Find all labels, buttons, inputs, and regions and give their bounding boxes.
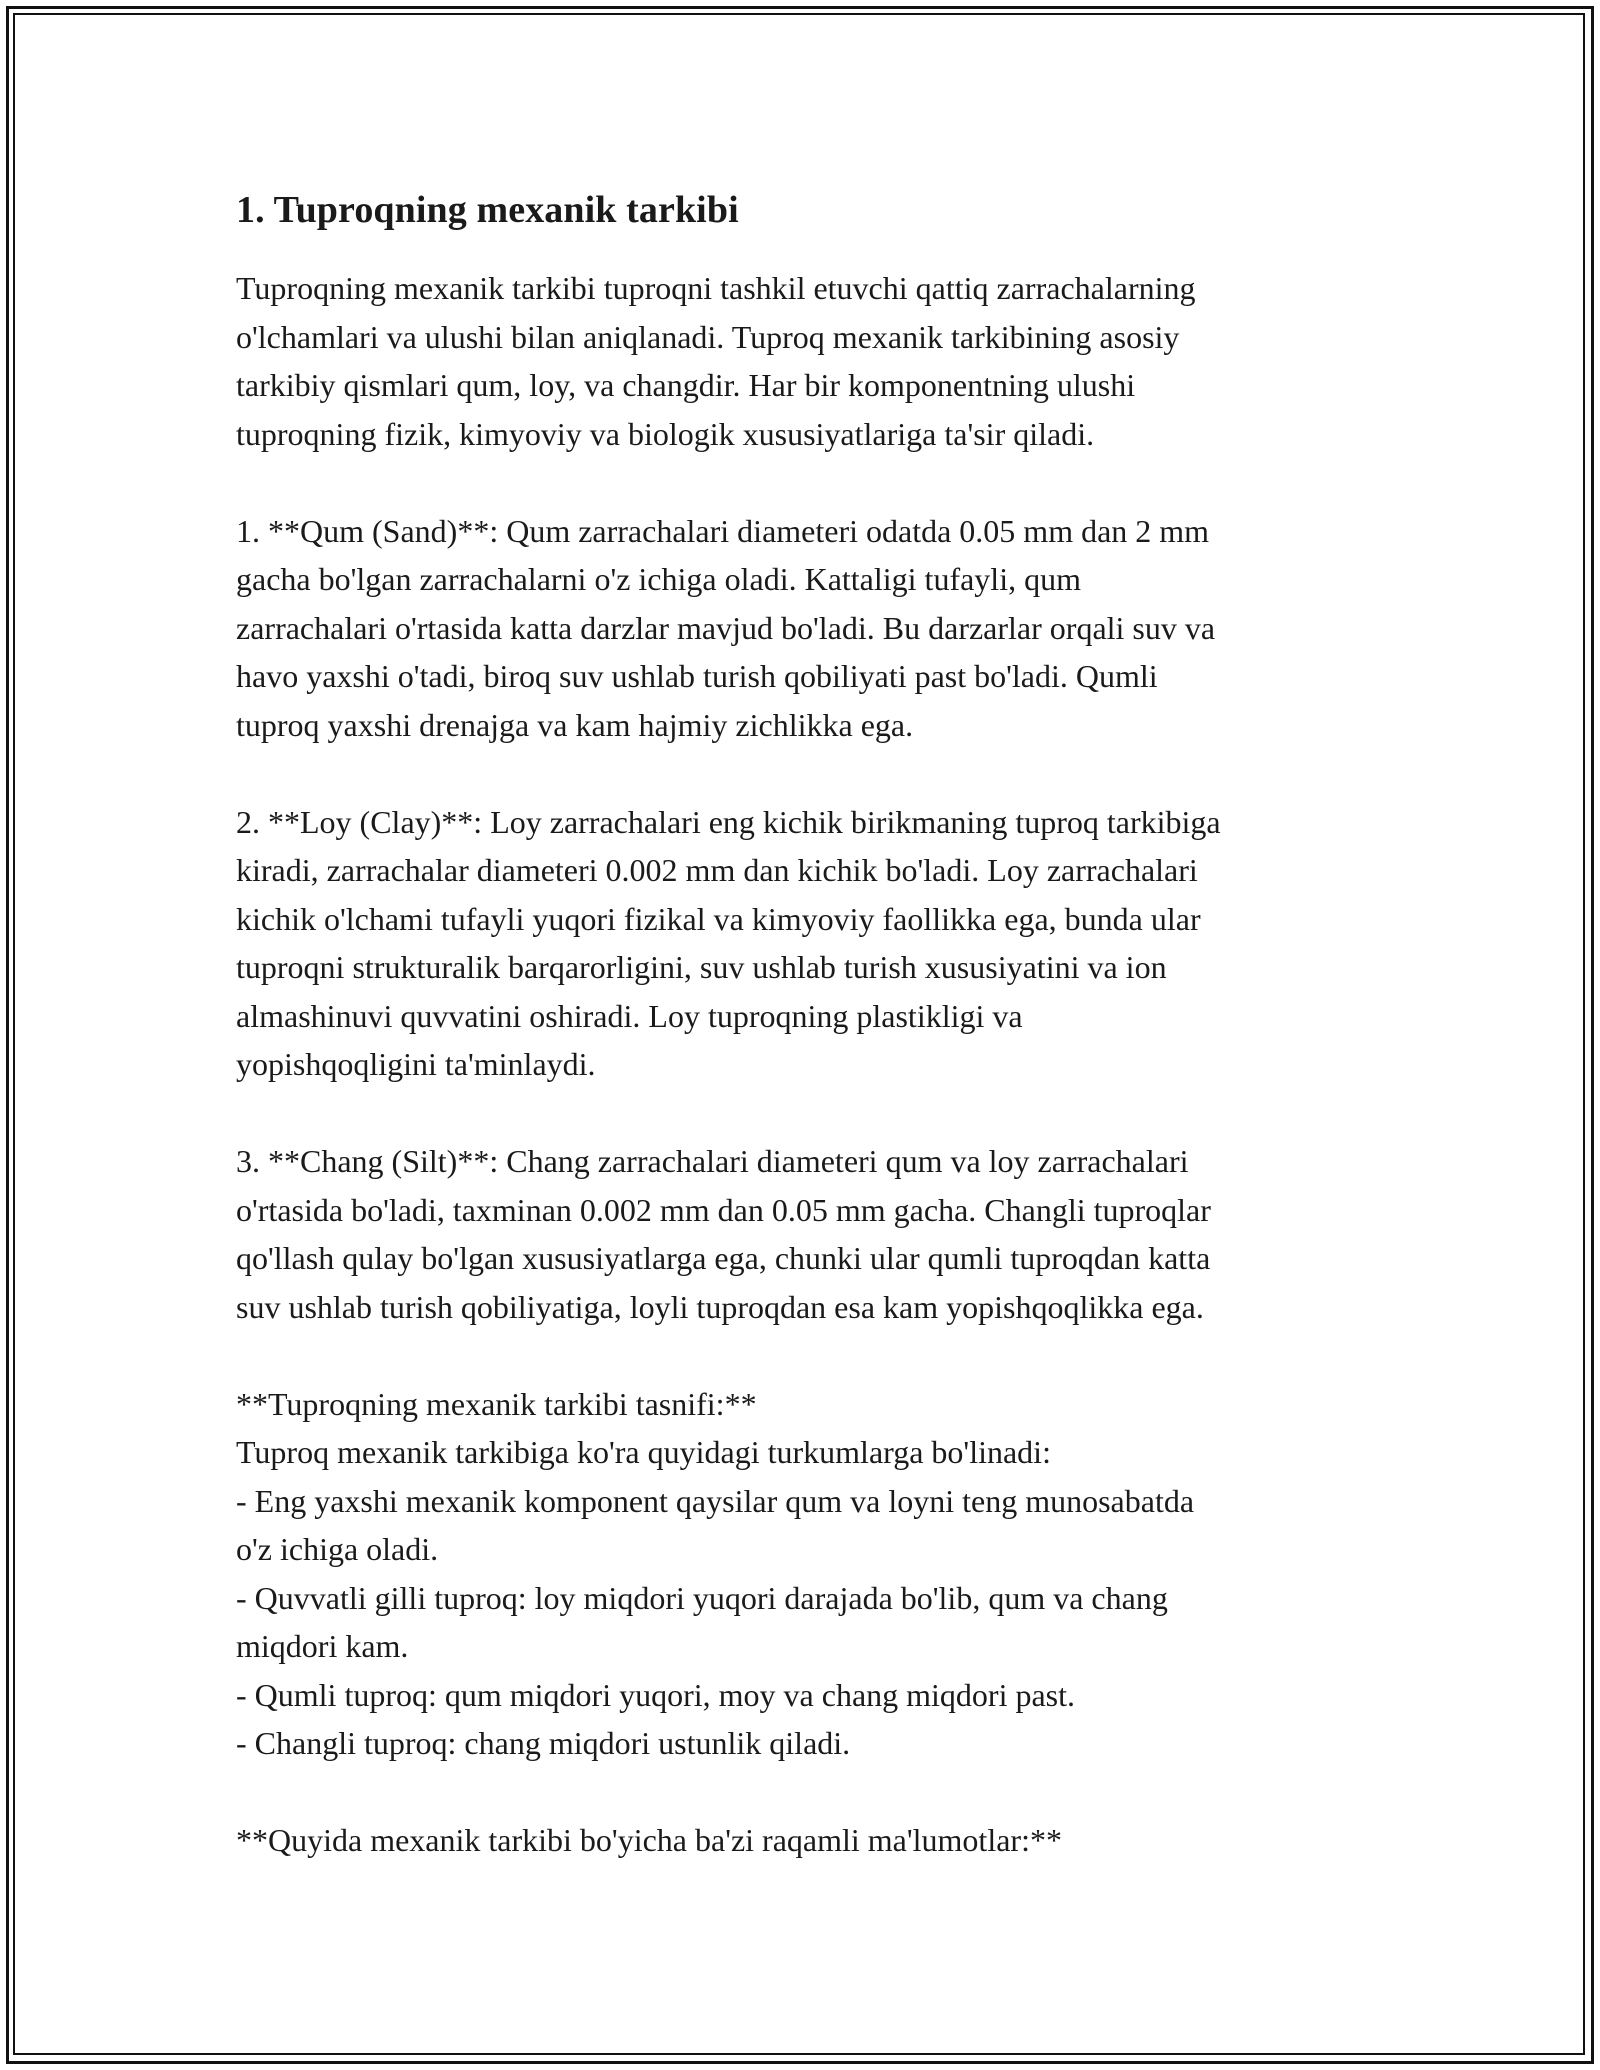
text-line: 3. **Chang (Silt)**: Chang zarrachalari diameteri qum va loy zarrachalari (236, 1143, 1189, 1179)
clay-paragraph (236, 798, 1376, 1089)
text-line: o'rtasida bo'ladi, taxminan 0.002 mm dan 0.05 mm gacha. Changli tuproqlar (236, 1191, 1211, 1228)
text-line: tuproqning fizik, kimyoviy va biologik xususiyatlariga ta'sir qiladi. (236, 415, 1095, 452)
classification-paragraph (236, 1380, 1376, 1768)
text-line: havo yaxshi o'tadi, biroq suv ushlab turish qobiliyati past bo'ladi. Qumli (236, 658, 1158, 694)
text-line: almashinuvi quvvatini oshiradi. Loy tuproqning plastikligi va (236, 997, 1023, 1034)
text-line: zarrachalari o'rtasida katta darzlar mavjud bo'ladi. Bu darzarlar orqali suv va (236, 609, 1216, 646)
intro-paragraph (236, 264, 1376, 458)
paragraph-gap (236, 749, 1376, 798)
text-line: tarkibiy qismlari qum, loy, va changdir. Har bir komponentning ulushi (236, 367, 1136, 403)
classification-heading: **Tuproqning mexanik tarkibi tasnifi:** (236, 1385, 757, 1422)
list-item: - Qumli tuproq: qum miqdori yuqori, moy va chang miqdori past. (236, 1676, 1076, 1713)
list-item: - Eng yaxshi mexanik komponent qaysilar qum va loyni teng munosabatda (236, 1482, 1195, 1519)
text-line: o'z ichiga oladi. (236, 1531, 439, 1567)
text-line: kiradi, zarrachalar diameteri 0.002 mm dan kichik bo'ladi. Loy zarrachalari (236, 852, 1198, 888)
text-line: yopishqoqligini ta'minlaydi. (236, 1046, 596, 1082)
text-line: tuproq yaxshi drenajga va kam hajmiy zichlikka ega. (236, 706, 914, 743)
paragraph-gap (236, 1768, 1376, 1817)
text-line: 2. **Loy (Clay)**: Loy zarrachalari eng kichik birikmaning tuproq tarkibiga (236, 803, 1221, 840)
text-line: 1. **Qum (Sand)**: Qum zarrachalari diameteri odatda 0.05 mm dan 2 mm (236, 512, 1210, 549)
section-title: 1. Tuproqning mexanik tarkibi (236, 189, 739, 231)
document-body (236, 186, 1376, 1865)
text-line: Tuproqning mexanik tarkibi tuproqni tashkil etuvchi qattiq zarrachalarning (236, 270, 1196, 306)
paragraph-gap (236, 458, 1376, 507)
text-line: kichik o'lchami tufayli yuqori fizikal va kimyoviy faollikka ega, bunda ular (236, 900, 1201, 937)
silt-paragraph (236, 1137, 1376, 1331)
text-line: tuproqni strukturalik barqarorligini, suv ushlab turish xususiyatini va ion (236, 949, 1167, 985)
text-line: **Quyida mexanik tarkibi bo'yicha ba'zi raqamli ma'lumotlar:** (236, 1822, 1062, 1858)
text-line: Tuproq mexanik tarkibiga ko'ra quyidagi turkumlarga bo'linadi: (236, 1434, 1051, 1470)
paragraph-gap (236, 1331, 1376, 1380)
text-line: miqdori kam. (236, 1628, 409, 1664)
closing-paragraph (236, 1816, 1376, 1865)
text-line: qo'llash qulay bo'lgan xususiyatlarga ega, chunki ular qumli tuproqdan katta (236, 1240, 1211, 1276)
paragraph-gap (236, 1089, 1376, 1138)
text-line: gacha bo'lgan zarrachalarni o'z ichiga oladi. Kattaligi tufayli, qum (236, 561, 1081, 597)
list-item: - Quvvatli gilli tuproq: loy miqdori yuqori darajada bo'lib, qum va chang (236, 1579, 1168, 1616)
sand-paragraph (236, 507, 1376, 750)
list-item: - Changli tuproq: chang miqdori ustunlik qiladi. (236, 1725, 851, 1761)
text-line: o'lchamlari va ulushi bilan aniqlanadi. Tuproq mexanik tarkibining asosiy (236, 318, 1180, 355)
text-line: suv ushlab turish qobiliyatiga, loyli tuproqdan esa kam yopishqoqlikka ega. (236, 1288, 1204, 1325)
